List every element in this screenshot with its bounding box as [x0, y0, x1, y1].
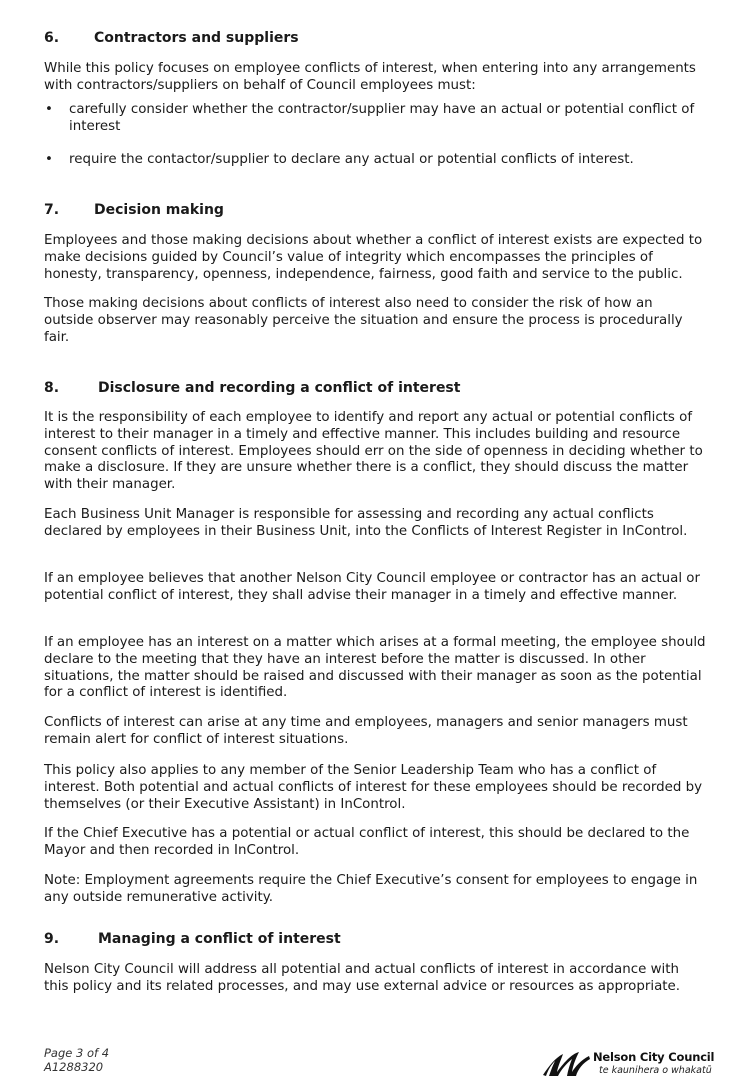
bullet-text: require the contactor/supplier to declare any actual or potential conflicts of interest.	[69, 152, 634, 167]
paragraph: If an employee has an interest on a matter which arises at a formal meeting, the employee should declare to the meeting that they have an interest before the matter is discussed. In other situations, the matter should be raised and discussed with their manager as soon as the potential for a conflict of interest is identified.	[44, 635, 706, 701]
paragraph: While this policy focuses on employee conflicts of interest, when entering into any arrangements with contractors/suppliers on behalf of Council employees must:	[44, 61, 696, 93]
section-number: 6.	[44, 30, 60, 46]
paragraph: Note: Employment agreements require the Chief Executive’s consent for employees to engage in any outside remunerative activity.	[44, 873, 698, 905]
document-reference: A1288320	[44, 1060, 104, 1074]
paragraph: This policy also applies to any member of the Senior Leadership Team who has a conflict of interest. Both potential and actual conflicts of interest for these employees should be recorded by themselves (or their Executive Assistant) in InControl.	[44, 763, 703, 812]
section-title: Managing a conflict of interest	[98, 931, 341, 947]
section-number: 9.	[44, 931, 60, 947]
paragraph: If an employee believes that another Nelson City Council employee or contractor has an actual or potential conflict of interest, they shall advise their manager in a timely and effective manner.	[44, 571, 701, 603]
logo-subtitle: te kaunihera o whakatū	[599, 1065, 712, 1076]
council-logo	[541, 1048, 715, 1078]
section-number: 7.	[44, 202, 60, 218]
paragraph: Conflicts of interest can arise at any time and employees, managers and senior managers must remain alert for conflict of interest situations.	[44, 715, 688, 747]
paragraph: Employees and those making decisions about whether a conflict of interest exists are expected to make decisions guided by Council’s value of integrity which encompasses the principles of honesty, transparency, openness, independence, fairness, good faith and service to the public.	[44, 233, 703, 282]
page-number: Page 3 of 4	[44, 1046, 110, 1060]
paragraph: Those making decisions about conflicts of interest also need to consider the risk of how an outside observer may reasonably perceive the situation and ensure the process is procedurally fair.	[44, 296, 683, 345]
page-footer	[44, 1046, 109, 1074]
paragraph: Nelson City Council will address all potential and actual conflicts of interest in accordance with this policy and its related processes, and may use external advice or resources as appropriate.	[44, 962, 681, 994]
paragraph: Each Business Unit Manager is responsible for assessing and recording any actual conflicts declared by employees in their Business Unit, into the Conflicts of Interest Register in InControl.	[44, 507, 688, 539]
section-title: Disclosure and recording a conflict of interest	[98, 380, 461, 396]
council-logo-icon	[541, 1048, 593, 1078]
section-title: Contractors and suppliers	[94, 30, 299, 46]
section-number: 8.	[44, 380, 60, 396]
bullet-text: carefully consider whether the contractor/supplier may have an actual or potential conflict of interest	[69, 102, 695, 134]
bullet-dot-icon: •	[45, 152, 53, 167]
bullet-dot-icon: •	[45, 102, 53, 117]
section-title: Decision making	[94, 202, 224, 218]
paragraph: It is the responsibility of each employee to identify and report any actual or potential conflicts of interest to their manager in a timely and effective manner. This includes building and resource consent conflicts of interest. Employees should err on the side of openness in deciding whether to make a disclosure. If they are unsure whether there is a conflict, they should discuss the matter with their manager.	[44, 410, 703, 493]
paragraph: If the Chief Executive has a potential or actual conflict of interest, this should be declared to the Mayor and then recorded in InControl.	[44, 826, 690, 858]
logo-name: Nelson City Council	[593, 1050, 715, 1064]
